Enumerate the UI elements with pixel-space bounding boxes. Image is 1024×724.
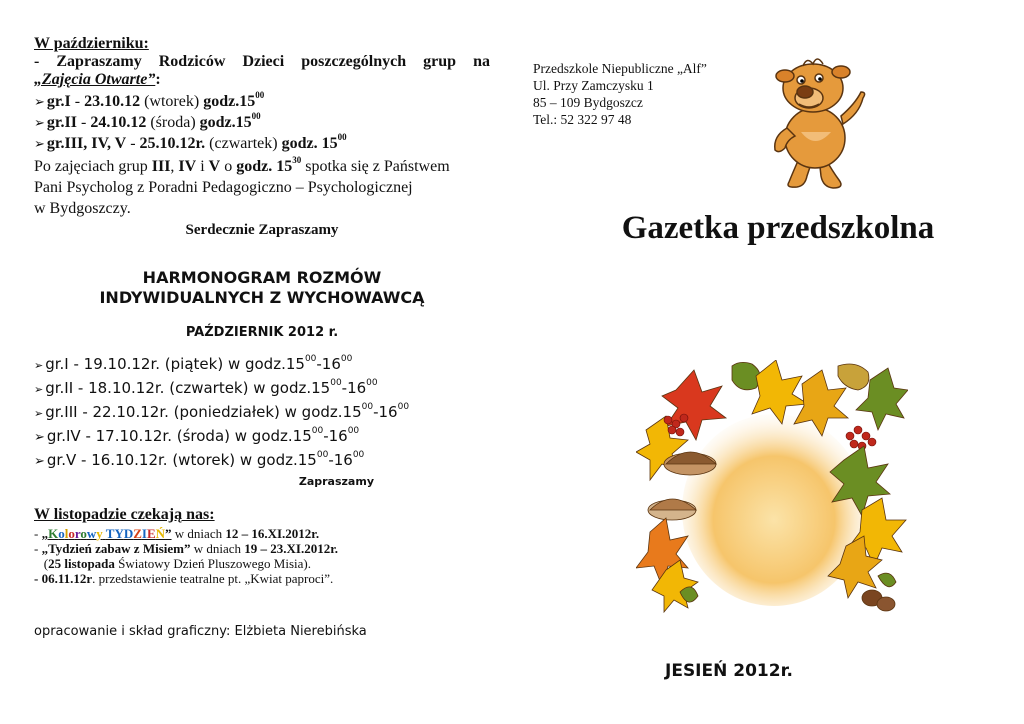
time-sup: 00	[316, 450, 329, 460]
november-item	[34, 541, 490, 556]
colorful-letter: I	[141, 526, 147, 541]
psych-text: ,	[170, 158, 179, 175]
group-date: 23.10.12	[84, 93, 141, 110]
group-date: 25.10.12r.	[139, 135, 206, 152]
colorful-letter: o	[68, 526, 75, 541]
school-name: Przedszkole Niepubliczne „Alf”	[533, 61, 707, 76]
schedule-section	[34, 268, 490, 489]
group-time: godz.15	[203, 93, 256, 110]
item-dates: 19 – 23.XI.2012r.	[244, 541, 339, 556]
psychologist-line-2: Pani Psycholog z Poradni Pedagogiczno – Psychologicznej	[34, 179, 413, 196]
schedule-row	[34, 401, 490, 425]
october-heading: W październiku:	[34, 35, 149, 52]
time-sup: 00	[251, 111, 261, 121]
arrow-bullet-icon: ➢	[34, 454, 45, 469]
psych-time: godz. 15	[236, 158, 293, 175]
item-prefix: -	[34, 541, 42, 556]
group-date: 24.10.12	[90, 114, 147, 131]
autumn-leaves-arch-illustration	[636, 360, 908, 622]
item-text: w dniach	[190, 541, 245, 556]
event-name: „Zajęcia Otwarte”	[34, 71, 156, 88]
psych-group: V	[208, 158, 221, 175]
october-closing: Serdecznie Zapraszamy	[185, 222, 339, 238]
time-sup: 30	[292, 155, 302, 165]
schedule-title-1: HARMONOGRAM ROZMÓW	[142, 268, 382, 287]
group-time: godz. 15	[281, 135, 338, 152]
november-section	[34, 505, 490, 586]
colorful-week-title	[42, 526, 172, 541]
colorful-letter: r	[74, 526, 81, 541]
colorful-letter: w	[86, 526, 97, 541]
item-text: . przedstawienie teatralne pt. „Kwiat paproci”.	[92, 571, 334, 586]
colorful-letter: y	[96, 526, 103, 541]
credit-line: opracowanie i skład graficzny: Elżbieta Nierebińska	[34, 624, 367, 639]
colorful-letter: Ń	[155, 526, 166, 541]
schedule-row-text: gr.IV - 17.10.12r. (środa) w godz.15	[46, 427, 312, 445]
time-sup: 00	[330, 378, 342, 388]
separator: -	[126, 135, 140, 152]
schedule-row	[34, 377, 490, 401]
november-heading: W listopadzie czekają nas:	[34, 506, 215, 523]
schedule-closing: Zapraszamy	[298, 475, 374, 488]
colorful-letter: o	[80, 526, 87, 541]
psych-text: i	[196, 158, 209, 175]
psych-text: spotka się z Państwem	[301, 158, 450, 175]
time-sup: 00	[366, 378, 378, 388]
colorful-letter: l	[64, 526, 69, 541]
separator: -	[77, 114, 91, 131]
november-item	[34, 571, 490, 586]
quote-mark: ”	[165, 526, 172, 541]
arrow-bullet-icon: ➢	[34, 383, 44, 396]
school-phone: Tel.: 52 322 97 48	[533, 112, 632, 127]
schedule-list	[34, 353, 490, 473]
schedule-row-text: gr.III - 22.10.12r. (poniedziałek) w godz.15	[45, 403, 362, 421]
item-title: 25 listopada	[48, 556, 115, 571]
time-sup: 00	[255, 90, 265, 100]
schedule-row-text: -16	[316, 355, 341, 373]
october-group-row	[34, 91, 490, 112]
psych-text: Po zajęciach grup	[34, 158, 152, 175]
colorful-letter: T	[105, 526, 115, 541]
schedule-month: PAŹDZIERNIK 2012 r.	[185, 325, 339, 340]
quote-mark: „	[41, 526, 49, 541]
arrow-bullet-icon: ➢	[34, 407, 44, 420]
event-colon: :	[155, 71, 161, 88]
time-sup: 00	[304, 354, 317, 364]
item-title: „Tydzień zabaw z Misiem”	[41, 541, 191, 556]
group-name: gr.II	[46, 114, 77, 131]
psych-text: o	[220, 158, 237, 175]
schedule-row-text: gr.I - 19.10.12r. (piątek) w godz.15	[45, 355, 305, 373]
schedule-row	[34, 449, 490, 473]
october-group-row	[34, 133, 490, 154]
group-day: (środa)	[146, 114, 200, 131]
colorful-letter: E	[146, 526, 156, 541]
group-day: (wtorek)	[140, 93, 204, 110]
time-sup: 00	[340, 354, 353, 364]
schedule-row-text: gr.II - 18.10.12r. (czwartek) w godz.15	[45, 379, 331, 397]
colorful-letter: Z	[133, 526, 142, 541]
october-group-row	[34, 112, 490, 133]
schedule-row-text: -16	[323, 427, 348, 445]
schedule-title-2: INDYWIDUALNYCH Z WYCHOWAWCĄ	[99, 288, 425, 307]
schedule-row-text: gr.V - 16.10.12r. (wtorek) w godz.15	[46, 451, 317, 469]
schedule-row-text: -16	[328, 451, 353, 469]
cover-title: Gazetka przedszkolna	[621, 210, 935, 246]
time-sup: 00	[347, 426, 360, 436]
october-event-line	[34, 71, 490, 89]
time-sup: 00	[337, 132, 347, 142]
schedule-row-text: -16	[341, 379, 367, 397]
arrow-bullet-icon: ➢	[34, 359, 44, 372]
cover-season: JESIEŃ 2012r.	[665, 661, 793, 681]
colorful-letters	[48, 526, 165, 541]
arrow-bullet-icon: ➢	[34, 430, 45, 445]
school-street: Ul. Przy Zamczysku 1	[533, 78, 654, 93]
group-day: (czwartek)	[205, 135, 282, 152]
arrow-bullet-icon: ➢	[34, 115, 45, 130]
schedule-row	[34, 353, 490, 377]
school-city: 85 – 109 Bydgoszcz	[533, 95, 643, 110]
colorful-letter: K	[48, 526, 59, 541]
school-address	[533, 60, 707, 128]
separator: -	[70, 93, 85, 110]
group-time: godz.15	[199, 114, 252, 131]
colorful-letter: o	[58, 526, 65, 541]
schedule-row-text: -16	[373, 403, 398, 421]
october-section	[34, 34, 490, 240]
time-sup: 00	[311, 426, 324, 436]
psych-group: III	[151, 158, 171, 175]
schedule-row	[34, 425, 490, 449]
arrow-bullet-icon: ➢	[34, 136, 45, 151]
item-text: w dniach	[171, 526, 226, 541]
colorful-letter: Y	[114, 526, 124, 541]
october-invite: - Zapraszamy Rodziców Dzieci poszczególnych grup na	[34, 53, 490, 70]
november-item	[34, 526, 490, 541]
time-sup: 00	[361, 402, 374, 412]
item-title: - 06.11.12r	[34, 571, 93, 586]
time-sup: 00	[397, 402, 410, 412]
alf-mascot-illustration	[763, 54, 873, 190]
group-name: gr.I	[46, 93, 71, 110]
item-prefix: -	[34, 526, 42, 541]
item-text: Światowy Dzień Pluszowego Misia).	[114, 556, 311, 571]
item-prefix: (	[34, 556, 49, 571]
item-dates: 12 – 16.XI.2012r.	[225, 526, 320, 541]
psychologist-line-1	[34, 156, 490, 177]
colorful-letter: D	[123, 526, 134, 541]
group-name: gr.III, IV, V	[46, 135, 127, 152]
arrow-bullet-icon: ➢	[34, 94, 45, 109]
november-item	[34, 556, 490, 571]
psych-group: IV	[178, 158, 197, 175]
psychologist-line-3: w Bydgoszczy.	[34, 200, 131, 217]
time-sup: 00	[352, 450, 365, 460]
